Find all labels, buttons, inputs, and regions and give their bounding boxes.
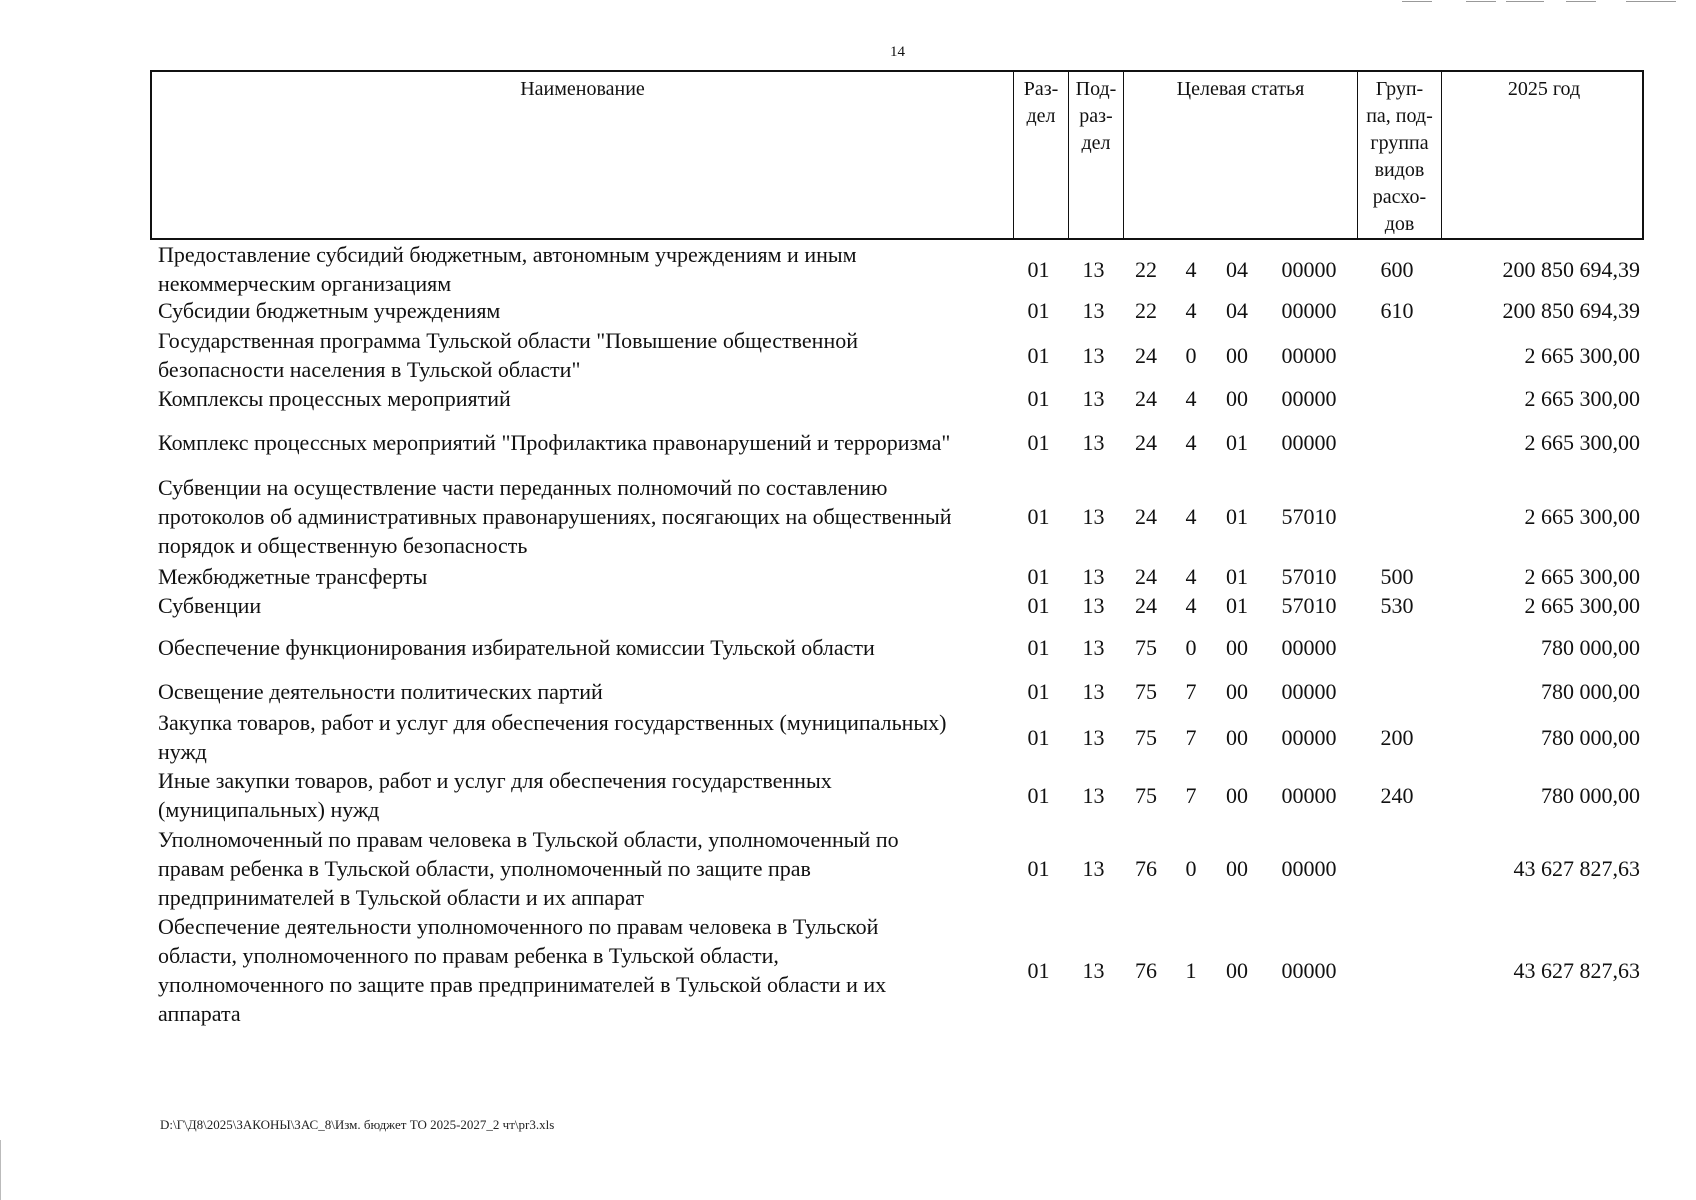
- cell-t4: 00000: [1281, 429, 1337, 455]
- cell-amount: 2 665 300,00: [1524, 385, 1640, 411]
- table-row: [150, 912, 1644, 1028]
- cell-section: 01: [1027, 782, 1050, 808]
- cell-subsection: 13: [1082, 678, 1105, 704]
- cell-t3: 01: [1226, 564, 1248, 589]
- cell-t1: 75: [1135, 724, 1157, 750]
- cell-t2: 4: [1185, 256, 1197, 282]
- cell-t3: 04: [1226, 297, 1248, 323]
- cell-section: 01: [1027, 297, 1050, 323]
- cell-subsection: 13: [1082, 385, 1105, 411]
- cell-t3: 00: [1226, 634, 1248, 660]
- cell-amount: 780 000,00: [1541, 782, 1640, 808]
- cell-t3: 01: [1226, 592, 1248, 618]
- cell-subsection: 13: [1082, 342, 1105, 368]
- cell-section: 01: [1027, 564, 1050, 589]
- cell-name: Обеспечение функционирования избирательной комиссии Тульской области: [158, 634, 875, 660]
- table-row: [150, 562, 1644, 590]
- cell-t1: 76: [1135, 855, 1157, 881]
- cell-t2: 0: [1185, 855, 1197, 881]
- cell-t3: 04: [1226, 256, 1248, 282]
- cell-name: Обеспечение деятельности уполномоченного по правам человека в Тульской области, уполномоченного по правам ребенка в Тульской области, уполномоченного по защите прав предпринимателей в Тульской области и их аппарата: [158, 914, 887, 1026]
- cell-t1: 75: [1135, 678, 1157, 704]
- cell-t3: 00: [1226, 724, 1248, 750]
- cell-t3: 00: [1226, 957, 1248, 983]
- cell-section: 01: [1027, 957, 1050, 983]
- cell-subsection: 13: [1082, 782, 1105, 808]
- cell-t2: 4: [1185, 429, 1197, 455]
- cell-name: Межбюджетные трансферты: [158, 564, 428, 589]
- cell-t2: 4: [1185, 592, 1197, 618]
- table-row: [150, 240, 1644, 294]
- table-row: [150, 326, 1644, 382]
- cell-section: 01: [1027, 342, 1050, 368]
- cell-t4: 57010: [1281, 564, 1337, 589]
- cell-t1: 24: [1135, 342, 1157, 368]
- page-number: 14: [890, 44, 905, 60]
- cell-group: 530: [1380, 592, 1414, 618]
- cell-t4: 00000: [1281, 782, 1337, 808]
- scan-edge-mark: [0, 1140, 1, 1200]
- cell-amount: 2 665 300,00: [1524, 592, 1640, 618]
- cell-t1: 22: [1135, 256, 1157, 282]
- cell-t2: 4: [1185, 385, 1197, 411]
- cell-subsection: 13: [1082, 564, 1105, 589]
- cell-t3: 00: [1226, 678, 1248, 704]
- cell-amount: 43 627 827,63: [1513, 855, 1640, 881]
- cell-subsection: 13: [1082, 256, 1105, 282]
- cell-group: 600: [1380, 256, 1414, 282]
- table-row: [150, 766, 1644, 824]
- header-section: [1013, 72, 1068, 238]
- cell-t1: 24: [1135, 385, 1157, 411]
- header-target-article: [1123, 72, 1357, 238]
- cell-amount: 43 627 827,63: [1513, 957, 1640, 983]
- table-row: [150, 620, 1644, 674]
- cell-amount: 200 850 694,39: [1502, 256, 1640, 282]
- header-name: [152, 72, 1013, 238]
- cell-name: Комплекс процессных мероприятий "Профилактика правонарушений и терроризма": [158, 429, 951, 455]
- cell-t3: 00: [1226, 855, 1248, 881]
- cell-section: 01: [1027, 256, 1050, 282]
- table-row: [150, 470, 1644, 562]
- cell-t2: 7: [1185, 678, 1197, 704]
- cell-t2: 1: [1185, 957, 1197, 983]
- cell-t1: 24: [1135, 503, 1157, 529]
- header-target-article-label: Целевая статья: [1176, 78, 1305, 100]
- cell-t1: 24: [1135, 564, 1157, 589]
- cell-amount: 2 665 300,00: [1524, 503, 1640, 529]
- cell-t1: 24: [1135, 429, 1157, 455]
- file-path-footer: D:\Г\Д8\2025\ЗАКОНЫ\ЗАС_8\Изм. бюджет ТО 2025-2027_2 чт\pr3.xls: [160, 1117, 555, 1132]
- cell-amount: 2 665 300,00: [1524, 429, 1640, 455]
- table-row: [150, 708, 1644, 766]
- cell-t2: 4: [1185, 503, 1197, 529]
- cell-section: 01: [1027, 724, 1050, 750]
- cell-section: 01: [1027, 592, 1050, 618]
- cell-amount: 2 665 300,00: [1524, 564, 1640, 589]
- cell-t3: 00: [1226, 342, 1248, 368]
- cell-t4: 57010: [1281, 592, 1337, 618]
- cell-t3: 00: [1226, 782, 1248, 808]
- cell-name: Уполномоченный по правам человека в Тульской области, уполномоченный по правам ребенка в Тульской области, уполномоченный по защите прав предпринимателей в Тульской области и их аппарат: [158, 826, 899, 910]
- cell-section: 01: [1027, 855, 1050, 881]
- cell-amount: 2 665 300,00: [1524, 342, 1640, 368]
- header-subsection-label: Под- раз- дел: [1075, 78, 1117, 154]
- cell-t3: 00: [1226, 385, 1248, 411]
- cell-name: Освещение деятельности политических партий: [158, 678, 603, 704]
- header-expense-group-label: Груп- па, под- группа видов расхо- дов: [1366, 78, 1433, 235]
- cell-group: 200: [1380, 724, 1414, 750]
- cell-subsection: 13: [1082, 592, 1105, 618]
- table-row: [150, 294, 1644, 326]
- cell-group: 240: [1380, 782, 1414, 808]
- cell-t3: 01: [1226, 429, 1248, 455]
- cell-t1: 24: [1135, 592, 1157, 618]
- cell-amount: 200 850 694,39: [1502, 297, 1640, 323]
- table-body: [150, 240, 1644, 1028]
- cell-subsection: 13: [1082, 855, 1105, 881]
- cell-name: Предоставление субсидий бюджетным, автономным учреждениям и иным некоммерческим организациям: [158, 242, 857, 296]
- cell-name: Субвенции на осуществление части переданных полномочий по составлению протоколов об административных правонарушениях, посягающих на общественный порядок и общественную безопасность: [158, 474, 952, 558]
- cell-t1: 75: [1135, 634, 1157, 660]
- header-subsection: [1068, 72, 1123, 238]
- cell-amount: 780 000,00: [1541, 678, 1640, 704]
- cell-name: Субвенции: [158, 592, 262, 618]
- cell-name: Закупка товаров, работ и услуг для обеспечения государственных (муниципальных) нужд: [158, 710, 947, 764]
- cell-subsection: 13: [1082, 724, 1105, 750]
- header-name-label: Наименование: [520, 78, 645, 100]
- cell-subsection: 13: [1082, 503, 1105, 529]
- cell-section: 01: [1027, 503, 1050, 529]
- cell-t4: 00000: [1281, 385, 1337, 411]
- header-expense-group: [1357, 72, 1441, 238]
- cell-group: 610: [1380, 297, 1414, 323]
- cell-name: Государственная программа Тульской области "Повышение общественной безопасности населения в Тульской области": [158, 328, 858, 382]
- cell-t2: 7: [1185, 724, 1197, 750]
- cell-t4: 00000: [1281, 855, 1337, 881]
- cell-t2: 7: [1185, 782, 1197, 808]
- cell-t4: 57010: [1281, 503, 1337, 529]
- cell-group: 500: [1380, 564, 1414, 589]
- cell-t1: 22: [1135, 297, 1157, 323]
- cell-t2: 0: [1185, 634, 1197, 660]
- cell-t4: 00000: [1281, 957, 1337, 983]
- cell-name: Иные закупки товаров, работ и услуг для обеспечения государственных (муниципальных) нужд: [158, 768, 832, 822]
- cell-subsection: 13: [1082, 634, 1105, 660]
- cell-t2: 4: [1185, 297, 1197, 323]
- cell-t4: 00000: [1281, 297, 1337, 323]
- cell-amount: 780 000,00: [1541, 724, 1640, 750]
- cell-t4: 00000: [1281, 256, 1337, 282]
- header-year-label: 2025 год: [1507, 78, 1581, 100]
- cell-t4: 00000: [1281, 678, 1337, 704]
- table-header: [150, 70, 1644, 240]
- table-row: [150, 382, 1644, 414]
- table-row: [150, 414, 1644, 470]
- table-row: [150, 674, 1644, 708]
- cell-t4: 00000: [1281, 342, 1337, 368]
- cell-section: 01: [1027, 385, 1050, 411]
- cell-subsection: 13: [1082, 297, 1105, 323]
- table-row: [150, 590, 1644, 620]
- cell-name: Субсидии бюджетным учреждениям: [158, 297, 501, 323]
- cell-subsection: 13: [1082, 429, 1105, 455]
- cell-t4: 00000: [1281, 724, 1337, 750]
- cell-section: 01: [1027, 634, 1050, 660]
- header-section-label: Раз- дел: [1023, 78, 1059, 127]
- cell-subsection: 13: [1082, 957, 1105, 983]
- header-year: [1441, 72, 1646, 238]
- scan-marks: [1396, 0, 1696, 6]
- cell-t1: 75: [1135, 782, 1157, 808]
- cell-name: Комплексы процессных мероприятий: [158, 385, 511, 411]
- cell-t1: 76: [1135, 957, 1157, 983]
- cell-t2: 4: [1185, 564, 1197, 589]
- cell-section: 01: [1027, 429, 1050, 455]
- cell-t2: 0: [1185, 342, 1197, 368]
- cell-t3: 01: [1226, 503, 1248, 529]
- cell-amount: 780 000,00: [1541, 634, 1640, 660]
- cell-section: 01: [1027, 678, 1050, 704]
- table-row: [150, 824, 1644, 912]
- cell-t4: 00000: [1281, 634, 1337, 660]
